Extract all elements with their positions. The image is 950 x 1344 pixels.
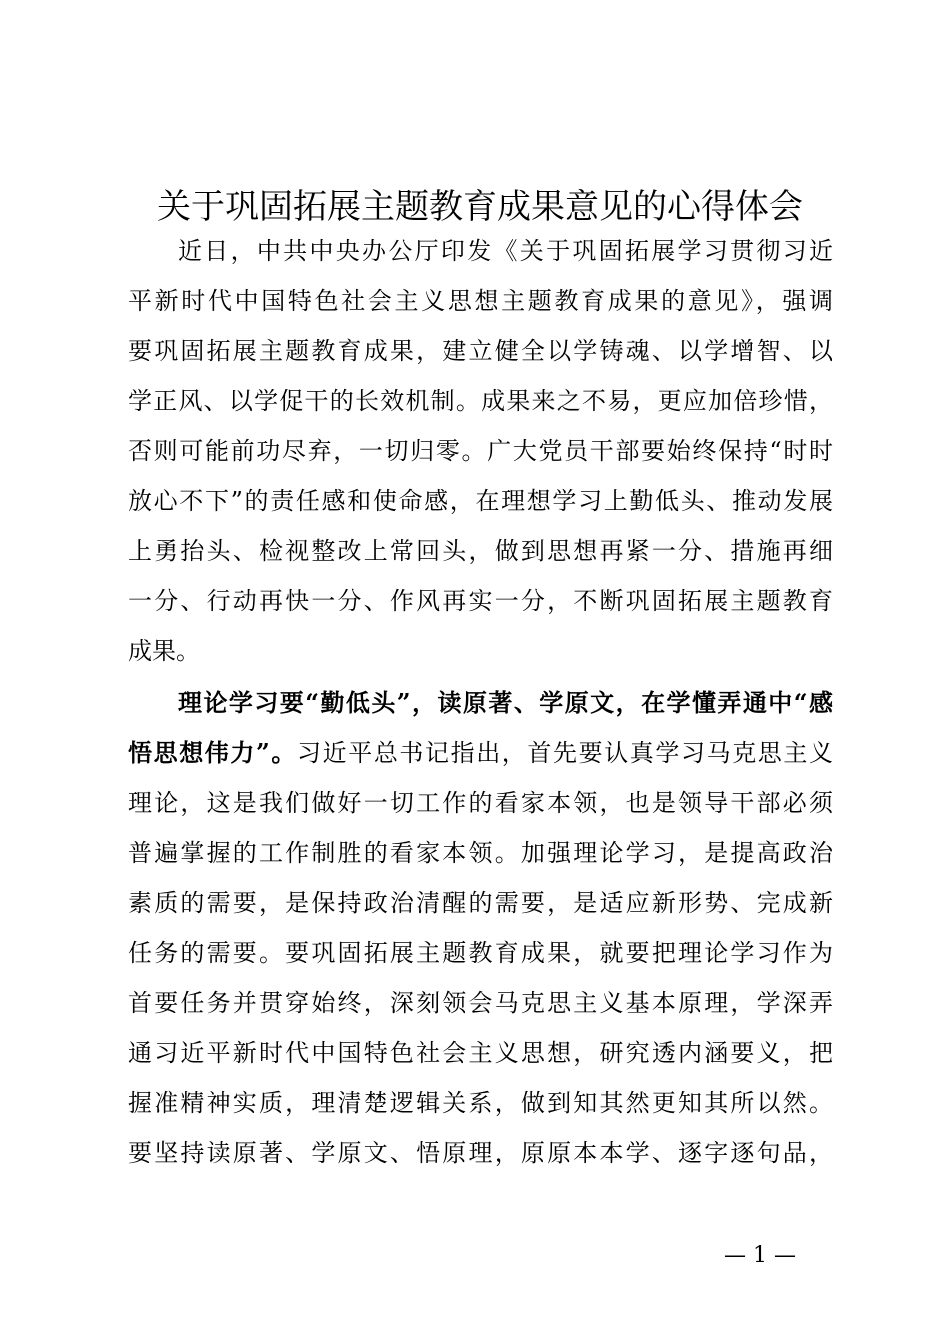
text-line: 通习近平新时代中国特色社会主义思想，研究透内涵要义，把: [128, 1039, 833, 1067]
text-line: 成果。: [128, 637, 200, 665]
text-line: 放心不下”的责任感和使命感，在理想学习上勤低头、推动发展: [128, 487, 833, 515]
paragraph-intro: [128, 226, 833, 676]
section-heading-line: 理论学习要“勤低头”，读原著、学原文，在学懂弄通中“感: [178, 688, 833, 717]
text-line-rest: 习近平总书记指出，首先要认真学习马克思主义: [297, 739, 833, 767]
text-line: 任务的需要。要巩固拓展主题教育成果，就要把理论学习作为: [128, 939, 833, 967]
text-line: 普遍掌握的工作制胜的看家本领。加强理论学习，是提高政治: [128, 839, 833, 867]
text-line: 一分、行动再快一分、作风再实一分，不断巩固拓展主题教育: [128, 587, 833, 615]
text-line: 握准精神实质，理清楚逻辑关系，做到知其然更知其所以然。: [128, 1089, 833, 1117]
text-line: 近日，中共中央办公厅印发《关于巩固拓展学习贯彻习近: [178, 237, 833, 265]
text-line: 要巩固拓展主题教育成果，建立健全以学铸魂、以学增智、以: [128, 337, 833, 365]
paragraph-theory-study: [128, 678, 833, 1178]
text-line: 首要任务并贯穿始终，深刻领会马克思主义基本原理，学深弄: [128, 989, 833, 1017]
text-line: 否则可能前功尽弃，一切归零。广大党员干部要始终保持“时时: [128, 437, 833, 465]
document-title: 关于巩固拓展主题教育成果意见的心得体会: [157, 187, 803, 227]
text-line: 上勇抬头、检视整改上常回头，做到思想再紧一分、措施再细: [128, 537, 833, 565]
section-heading-tail: 悟思想伟力”。: [128, 738, 298, 767]
text-line: 素质的需要，是保持政治清醒的需要，是适应新形势、完成新: [128, 889, 833, 917]
text-line: [128, 728, 833, 778]
text-line: 要坚持读原著、学原文、悟原理，原原本本学、逐字逐句品，: [128, 1139, 833, 1167]
page-number: — 1 —: [724, 1243, 796, 1268]
text-line: 学正风、以学促干的长效机制。成果来之不易，更应加倍珍惜，: [128, 387, 833, 415]
text-line: 理论，这是我们做好一切工作的看家本领，也是领导干部必须: [128, 789, 833, 817]
text-line: 平新时代中国特色社会主义思想主题教育成果的意见》，强调: [128, 287, 833, 315]
